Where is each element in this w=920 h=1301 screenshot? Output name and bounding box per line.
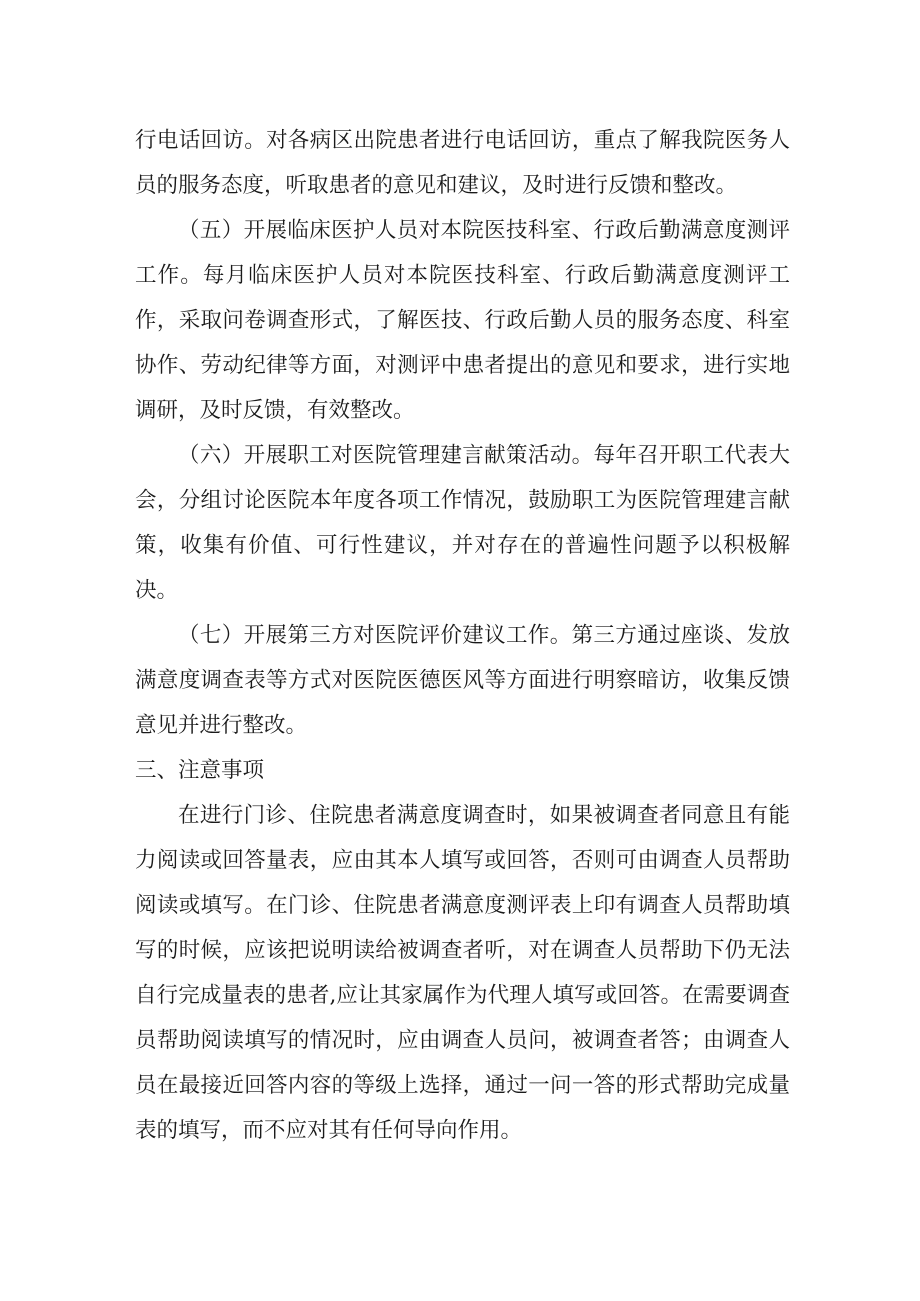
document-body [135,118,790,1153]
paragraph-section-5: （五）开展临床医护人员对本院医技科室、行政后勤满意度测评工作。每月临床医护人员对本院医技科室、行政后勤满意度测评工作，采取问卷调查形式，了解医技、行政后勤人员的服务态度、科室协作、劳动纪律等方面，对测评中患者提出的意见和要求，进行实地调研，及时反馈，有效整改。 [135,218,790,423]
section-heading-notes: 三、注意事项 [135,758,265,783]
paragraph-section-7: （七）开展第三方对医院评价建议工作。第三方通过座谈、发放满意度调查表等方式对医院医德医风等方面进行明察暗访，收集反馈意见并进行整改。 [135,623,790,738]
paragraph-phone-followup: 行电话回访。对各病区出院患者进行电话回访，重点了解我院医务人员的服务态度，听取患者的意见和建议，及时进行反馈和整改。 [135,128,790,198]
paragraph-section-6: （六）开展职工对医院管理建言献策活动。每年召开职工代表大会，分组讨论医院本年度各项工作情况，鼓励职工为医院管理建言献策，收集有价值、可行性建议，并对存在的普遍性问题予以积极解决。 [135,443,790,603]
paragraph-notes-body: 在进行门诊、住院患者满意度调查时，如果被调查者同意且有能力阅读或回答量表，应由其本人填写或回答，否则可由调查人员帮助阅读或填写。在门诊、住院患者满意度测评表上印有调查人员帮助填写的时候，应该把说明读给被调查者听，对在调查人员帮助下仍无法自行完成量表的患者,应让其家属作为代理人填写或回答。在需要调查员帮助阅读填写的情况时，应由调查人员问，被调查者答；由调查人员在最接近回答内容的等级上选择，通过一问一答的形式帮助完成量表的填写，而不应对其有任何导向作用。 [135,803,790,1143]
